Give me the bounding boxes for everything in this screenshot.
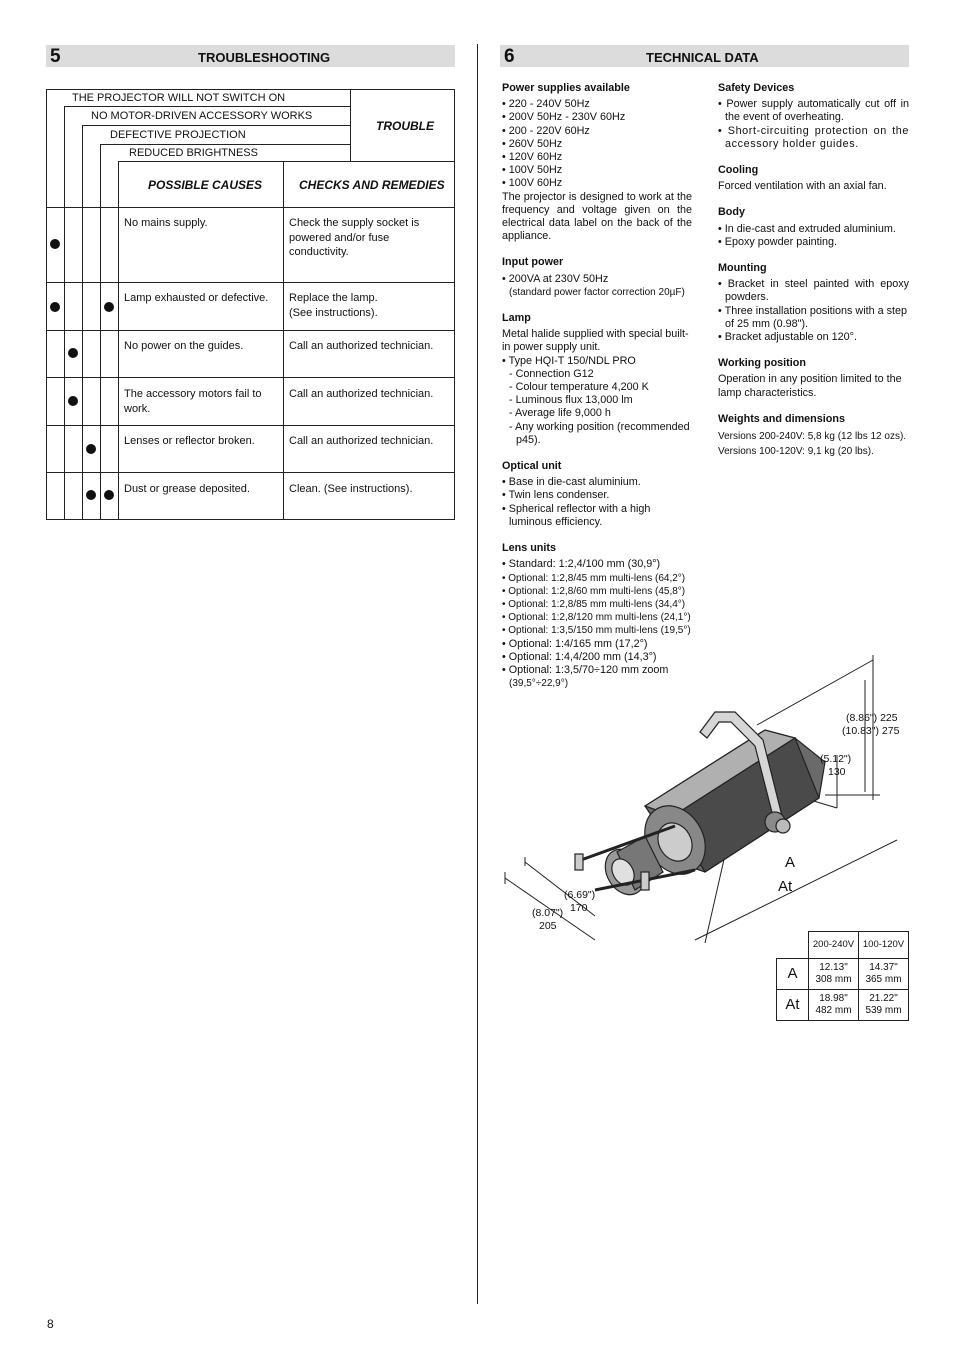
indicator-dot [104,490,114,500]
indicator-dot [86,444,96,454]
dim-130-inch-label: (5.12") [820,753,852,765]
lens-item: • Optional: 1:4/165 mm (17,2°) [502,638,692,651]
input-note: (standard power factor correction 20µF) [509,286,685,298]
lamp-item: - Luminous flux 13,000 lm [502,394,692,407]
causes-header: POSSIBLE CAUSES [148,178,263,192]
dim-130-label: 130 [828,766,846,778]
remedy-text: Replace the lamp. (See instructions). [289,292,378,319]
dim-205-inch-label: (8.07") [532,907,564,919]
body-item: • Epoxy powder painting. [718,236,909,249]
trouble-label: TROUBLE [376,119,434,133]
lamp-item: - Colour temperature 4,200 K [502,381,692,394]
value-mm: 539 mm [865,1005,902,1016]
page-number: 8 [47,1317,54,1331]
lens-item: • Optional: 1:4,4/200 mm (14,3°) [502,651,692,664]
dimensions-header: 200-240V [809,932,859,959]
mounting-item: • Three installation positions with a step of 25 mm (0.98"). [718,305,909,331]
lens-item: • Optional: 1:3,5/150 mm multi-lens (19,5°) [502,624,692,637]
optical-title: Optical unit [502,460,562,473]
lens-title: Lens units [502,542,556,555]
section-6-header [500,45,909,67]
column-divider [477,44,478,1304]
power-item: • 200 - 220V 60Hz [502,125,692,138]
dim-205-label: 205 [539,920,557,932]
cause-text: Lenses or reflector broken. [124,435,255,447]
optical-item: • Base in die-cast aluminium. [502,476,692,489]
dim-at-label: At [778,878,793,895]
projector-drawing [495,650,915,950]
remedy-text: Clean. (See instructions). [289,483,413,495]
cooling-text: Forced ventilation with an axial fan. [718,180,887,193]
cause-text: Lamp exhausted or defective. [124,292,269,304]
remedy-text: Call an authorized technician. [289,435,434,447]
mounting-title: Mounting [718,262,767,275]
value-inch: 18.98" [819,993,848,1004]
remedy-text: Check the supply socket is powered and/or fuse conductivity. [289,217,420,258]
lamp-title: Lamp [502,312,531,325]
weights-title: Weights and dimensions [718,412,845,425]
dim-225-label: (8.86") 225 [846,712,898,724]
value-inch: 12.13" [819,962,848,973]
value-mm: 308 mm [815,974,852,985]
dimensions-table [776,931,909,1021]
lens-item: • Optional: 1:3,5/70÷120 mm zoom [502,664,692,677]
safety-title: Safety Devices [718,82,795,94]
weights-line: Versions 200-240V: 5,8 kg (12 lbs 12 ozs). [718,431,907,443]
dimension-cell [809,959,859,990]
power-title: Power supplies available [502,82,630,94]
power-item: • 100V 60Hz [502,177,692,190]
table-row [777,959,909,990]
working-text: Operation in any position limited to the lamp characteristics. [718,373,902,399]
row-label: At [777,990,809,1021]
lens-item: • Optional: 1:2,8/45 mm multi-lens (64,2°) [502,572,692,585]
value-mm: 482 mm [815,1005,852,1016]
power-item: • 260V 50Hz [502,138,692,151]
tech-right-column [718,82,909,459]
section-5-header [46,45,455,67]
indicator-dot [86,490,96,500]
lens-item: • Standard: 1:2,4/100 mm (30,9°) [502,558,692,571]
optical-item: • Twin lens condenser. [502,489,692,502]
cause-text: The accessory motors fail to work. [124,388,262,415]
section-6-number: 6 [504,46,515,67]
table-row [777,990,909,1021]
power-item: • 220 - 240V 50Hz [502,98,692,111]
lens-item: • Optional: 1:2,8/60 mm multi-lens (45,8°) [502,585,692,598]
dim-a-label: A [785,854,796,871]
dimension-cell [859,959,909,990]
remedy-text: Call an authorized technician. [289,388,434,400]
indicator-dot [68,396,78,406]
safety-item: • Short-circuiting protection on the accessory holder guides. [718,125,909,151]
lamp-item: - Any working position (recommended p45). [502,421,692,447]
dimension-cell [809,990,859,1021]
lamp-item: - Average life 9,000 h [502,407,692,420]
symptom-no-switch-on: THE PROJECTOR WILL NOT SWITCH ON [72,92,286,104]
mounting-item: • Bracket in steel painted with epoxy powders. [718,278,909,304]
input-title: Input power [502,256,564,269]
optical-item: • Spherical reflector with a high luminous efficiency. [502,503,692,529]
lens-note: (39,5°÷22,9°) [509,678,569,690]
cause-text: Dust or grease deposited. [124,483,250,495]
symptom-defective-projection: DEFECTIVE PROJECTION [110,129,246,141]
lamp-item: - Connection G12 [502,368,692,381]
safety-item: • Power supply automatically cut off in the event of overheating. [718,98,909,124]
weights-line: Versions 100-120V: 9,1 kg (20 lbs). [718,446,874,458]
lamp-text: Metal halide supplied with special built-in power supply unit. [502,328,689,354]
indicator-dot [68,348,78,358]
body-item: • In die-cast and extruded aluminium. [718,223,909,236]
power-note: The projector is designed to work at the frequency and voltage given on the electrical data label on the back of the appliance. [502,190,692,243]
power-item: • 120V 60Hz [502,151,692,164]
symptom-reduced-brightness: REDUCED BRIGHTNESS [129,147,258,159]
working-title: Working position [718,357,806,370]
lamp-type: • Type HQI-T 150/NDL PRO [502,355,692,368]
dim-170-inch-label: (6.69") [564,889,596,901]
dimensions-header: 100-120V [859,932,909,959]
dim-170-label: 170 [570,902,588,914]
row-label: A [777,959,809,990]
indicator-dot [50,239,60,249]
cause-text: No mains supply. [124,217,208,229]
section-5-title: TROUBLESHOOTING [198,50,331,65]
dim-275-label: (10.83") 275 [842,725,900,737]
input-item: • 200VA at 230V 50Hz [502,273,692,286]
tech-left-column [502,82,692,690]
mounting-item: • Bracket adjustable on 120°. [718,331,909,344]
power-item: • 100V 50Hz [502,164,692,177]
value-inch: 14.37" [869,962,898,973]
lens-item: • Optional: 1:2,8/120 mm multi-lens (24,1°) [502,611,692,624]
cause-text: No power on the guides. [124,340,244,352]
body-title: Body [718,206,745,219]
cooling-title: Cooling [718,164,759,177]
section-5-number: 5 [50,46,61,67]
indicator-dot [50,302,60,312]
value-mm: 365 mm [865,974,902,985]
table-row [777,932,909,959]
value-inch: 21.22" [869,993,898,1004]
remedies-header: CHECKS AND REMEDIES [299,178,445,192]
power-item: • 200V 50Hz - 230V 60Hz [502,111,692,124]
section-6-title: TECHNICAL DATA [646,50,759,65]
indicator-dot [104,302,114,312]
lens-item: • Optional: 1:2,8/85 mm multi-lens (34,4°) [502,598,692,611]
symptom-no-accessory: NO MOTOR-DRIVEN ACCESSORY WORKS [91,110,313,122]
dimension-cell [859,990,909,1021]
remedy-text: Call an authorized technician. [289,340,434,352]
